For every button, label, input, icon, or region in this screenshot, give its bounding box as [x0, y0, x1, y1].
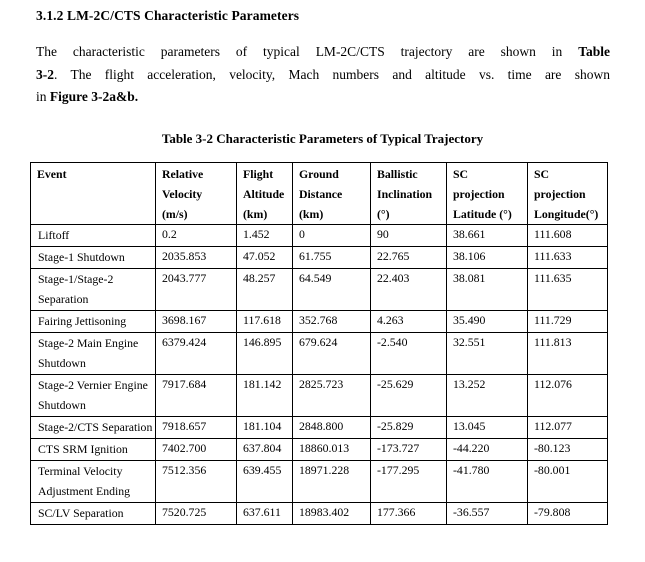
- table-row: [31, 438, 608, 460]
- value-cell: 639.455: [237, 460, 293, 502]
- value-cell: 7512.356: [156, 460, 237, 502]
- value-cell: 18860.013: [293, 438, 371, 460]
- event-cell: Terminal Velocity Adjustment Ending: [31, 460, 156, 502]
- table-row: [31, 268, 608, 310]
- paragraph-text: . The flight acceleration, velocity, Mach numbers and altitude vs. time are shown: [54, 66, 610, 82]
- value-cell: 181.142: [237, 374, 293, 416]
- table-row: [31, 310, 608, 332]
- value-cell: 61.755: [293, 246, 371, 268]
- table-header-row: [31, 162, 608, 224]
- value-cell: 111.813: [528, 332, 608, 374]
- value-cell: 2043.777: [156, 268, 237, 310]
- value-cell: 1.452: [237, 224, 293, 246]
- column-header-flight-altitude: Flight Altitude (km): [237, 162, 293, 224]
- table-row: [31, 416, 608, 438]
- value-cell: 7917.684: [156, 374, 237, 416]
- value-cell: -80.123: [528, 438, 608, 460]
- table-reference: 3-2: [36, 66, 54, 82]
- column-header-sc-projection-longitude: SC projection Longitude(°): [528, 162, 608, 224]
- value-cell: 111.635: [528, 268, 608, 310]
- paragraph-text: The characteristic parameters of typical LM-2C/CTS trajectory are shown in: [36, 44, 563, 59]
- event-cell: Stage-2/CTS Separation: [31, 416, 156, 438]
- paragraph-text: in: [36, 89, 47, 104]
- column-header-relative-velocity: Relative Velocity (m/s): [156, 162, 237, 224]
- value-cell: -25.829: [371, 416, 447, 438]
- value-cell: -79.808: [528, 502, 608, 524]
- value-cell: 7402.700: [156, 438, 237, 460]
- column-header-ballistic-inclination: Ballistic Inclination (°): [371, 162, 447, 224]
- column-header-sc-projection-latitude: SC projection Latitude (°): [447, 162, 528, 224]
- event-cell: Stage-1/Stage-2 Separation: [31, 268, 156, 310]
- table-reference: Table: [578, 44, 610, 59]
- value-cell: -44.220: [447, 438, 528, 460]
- value-cell: 0.2: [156, 224, 237, 246]
- value-cell: 38.661: [447, 224, 528, 246]
- value-cell: 2825.723: [293, 374, 371, 416]
- table-caption: Table 3-2 Characteristic Parameters of Typical Trajectory: [161, 130, 484, 146]
- value-cell: 352.768: [293, 310, 371, 332]
- value-cell: 32.551: [447, 332, 528, 374]
- document-page: [0, 8, 645, 562]
- value-cell: 111.633: [528, 246, 608, 268]
- value-cell: -36.557: [447, 502, 528, 524]
- value-cell: 18971.228: [293, 460, 371, 502]
- value-cell: 679.624: [293, 332, 371, 374]
- event-cell: CTS SRM Ignition: [31, 438, 156, 460]
- value-cell: 2035.853: [156, 246, 237, 268]
- value-cell: 112.076: [528, 374, 608, 416]
- value-cell: 64.549: [293, 268, 371, 310]
- paragraph-line-2: [36, 64, 610, 87]
- value-cell: 3698.167: [156, 310, 237, 332]
- event-cell: Stage-1 Shutdown: [31, 246, 156, 268]
- value-cell: 38.081: [447, 268, 528, 310]
- value-cell: -25.629: [371, 374, 447, 416]
- value-cell: 47.052: [237, 246, 293, 268]
- value-cell: 181.104: [237, 416, 293, 438]
- value-cell: 111.729: [528, 310, 608, 332]
- figure-reference: Figure 3-2a&b.: [49, 89, 139, 104]
- value-cell: -173.727: [371, 438, 447, 460]
- event-cell: Liftoff: [31, 224, 156, 246]
- value-cell: 117.618: [237, 310, 293, 332]
- table-row: [31, 246, 608, 268]
- intro-paragraph: [36, 41, 610, 109]
- trajectory-table: [30, 162, 608, 525]
- column-header-event: Event: [31, 162, 156, 224]
- table-row: [31, 332, 608, 374]
- paragraph-line-3: [36, 86, 610, 109]
- value-cell: 13.252: [447, 374, 528, 416]
- table-row: [31, 460, 608, 502]
- event-cell: Fairing Jettisoning: [31, 310, 156, 332]
- value-cell: 177.366: [371, 502, 447, 524]
- value-cell: 6379.424: [156, 332, 237, 374]
- event-cell: Stage-2 Main Engine Shutdown: [31, 332, 156, 374]
- value-cell: 18983.402: [293, 502, 371, 524]
- paragraph-line-1: [36, 41, 610, 64]
- value-cell: 22.403: [371, 268, 447, 310]
- value-cell: 111.608: [528, 224, 608, 246]
- value-cell: 35.490: [447, 310, 528, 332]
- column-header-ground-distance: Ground Distance (km): [293, 162, 371, 224]
- value-cell: 13.045: [447, 416, 528, 438]
- value-cell: 7918.657: [156, 416, 237, 438]
- value-cell: -41.780: [447, 460, 528, 502]
- value-cell: 146.895: [237, 332, 293, 374]
- section-heading: 3.1.2 LM-2C/CTS Characteristic Parameters: [36, 8, 300, 23]
- value-cell: 112.077: [528, 416, 608, 438]
- value-cell: -2.540: [371, 332, 447, 374]
- value-cell: 637.611: [237, 502, 293, 524]
- value-cell: 2848.800: [293, 416, 371, 438]
- table-row: [31, 374, 608, 416]
- value-cell: 7520.725: [156, 502, 237, 524]
- value-cell: 22.765: [371, 246, 447, 268]
- event-cell: SC/LV Separation: [31, 502, 156, 524]
- value-cell: 4.263: [371, 310, 447, 332]
- value-cell: 38.106: [447, 246, 528, 268]
- value-cell: 0: [293, 224, 371, 246]
- table-row: [31, 502, 608, 524]
- table-row: [31, 224, 608, 246]
- value-cell: -177.295: [371, 460, 447, 502]
- value-cell: 637.804: [237, 438, 293, 460]
- value-cell: 48.257: [237, 268, 293, 310]
- value-cell: -80.001: [528, 460, 608, 502]
- event-cell: Stage-2 Vernier Engine Shutdown: [31, 374, 156, 416]
- value-cell: 90: [371, 224, 447, 246]
